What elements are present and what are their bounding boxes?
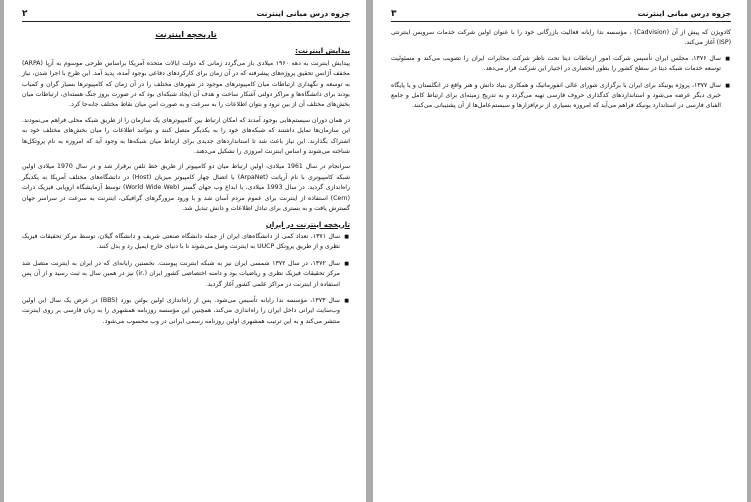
document-page-3 — [373, 0, 747, 502]
paragraph: کادویژن که پیش از آن (Cadvision) ، مؤسسه ندا رایانه فعالیت بازرگانی خود را با عنوان اولین شرکت خدمات سرویس اینترنتی (ISP) آغاز می‌کند. — [391, 29, 732, 47]
paragraph: در همان دوران سیستم‌هایی بوجود آمدند که امکان ارتباط بین کامپیوترهای یک سازمان را از طریق شبکه محلی فراهم می‌نمودند. این سازمان‌ها تمایل داشتند که شبکه‌های خود را به یکدیگر متصل کنند و بتوانند اطلاعات را میان بخش‌های مختلف خود به اشتراک بگذارند. این نیاز باعث شد تا استانداردهای جدیدی برای ارتباط میان شبکه‌ها به وجود آید که امروزه به نام پروتکل‌ها شناخته می‌شوند و اساس اینترنت امروزی را تشکیل می‌دهند. — [22, 116, 350, 156]
bullet-list — [391, 54, 731, 112]
section-heading-origin: پیدایش اینترنت: — [295, 47, 350, 56]
header-title: جزوه درس مبانی اینترنت — [637, 9, 731, 18]
main-title: تاریخچه اینترنت — [155, 30, 217, 39]
document-page-2 — [4, 0, 366, 502]
paragraph: پیدایش اینترنت به دهه ۱۹۶۰ میلادی باز می‌گردد زمانی که دولت ایالات متحده آمریکا براساس طرحی موسوم به آرپا (ARPA) مخفف آژانس تحقیق پروژه‌های پیشرفته که در آن زمان برای کارکردهای دفاعی بوجود آمده، پدید آمد. این طرح با اجرا شدن، نیاز به توسعه و نگهداری ارتباطات میان کامپیوترهای موجود در شهرهای مختلف را در آن زمان که کامپیوترها بسیار گران و کمیاب بودند برای دانشگاه‌ها و مراکز دولتی آشکار ساخت و هدف آن ایجاد شبکه‌ای بود که در صورت بروز جنگ هسته‌ای، ارتباطات میان بخش‌های مختلف آن از بین نرود و بتوان اطلاعات را به سرعت و به صورت امن میان نقاط مختلف جابه‌جا کرد. — [22, 59, 350, 109]
list-item: ■ سال ۱۳۷۷، پروژه یونیکد برای ایران با برگزاری شورای عالی انفورماتیک و همکاری بنیاد دانش و هنر واقع در انگلستان و یا پایگاه خبری دیگر عرضه می‌شود و استانداردهای کدگذاری حروف فارسی تهیه می‌گردد و به تدریج زمینه‌ای برای ارتباط کامل و جامع الفبای فارسی در استاندارد یونیکد فراهم می‌آید که امروزه بسیاری از نرم‌افزارها و سیستم‌عامل‌ها از آن پشتیبانی می‌کنند. — [391, 81, 721, 112]
page-number: ۲ — [22, 9, 28, 19]
bullet-list — [22, 232, 350, 327]
list-item: ■ سال ۱۳۷۳، مؤسسه ندا رایانه تأسیس می‌شود. پس از راه‌اندازی اولین بولتن بورد (BBS) در عرض یک سال این اولین وب‌سایت ایرانی داخل ایران را راه‌اندازی می‌کند، همچنین این مؤسسه روزنامه همشهری را به زبان فارسی بر روی اینترنت منتشر می‌کند و به این ترتیب همشهری اولین روزنامه رسمی ایرانی در وب محسوب می‌شود. — [22, 296, 340, 327]
page-header — [391, 9, 731, 22]
section-heading-iran: تاریخچه اینترنت در ایران — [265, 220, 350, 229]
paragraph: سرانجام در سال 1961 میلادی، اولین ارتباط میان دو کامپیوتر از طریق خط تلفن برقرار شد و در سال 1970 میلادی اولین شبکه کامپیوتری با نام آرپانت (ArpaNet) با اتصال چهار کامپیوتر میزبان (Host) در دانشگاه‌های مختلف آمریکا به یکدیگر راه‌اندازی گردید. در سال 1993 میلادی، با ابداع وب جهان گستر (World Wide Web) توسط آزمایشگاه اروپایی فیزیک ذرات (Cern) استفاده از اینترنت برای عموم مردم آسان شد و با ورود مرورگرهای گرافیکی، اینترنت به سرعت در سراسر جهان گسترش یافت و به بستری برای تبادل اطلاعات و دانش تبدیل شد. — [22, 163, 351, 213]
page-number: ۳ — [391, 9, 397, 19]
page-header — [22, 9, 350, 22]
list-item: ■ سال ۱۳۷۶، مجلس ایران تأسیس شرکت امور ارتباطات دیتا تحت ناظر شرکت مخابرات ایران را تصویب می‌کند و مسئولیت توسعه خدمات شبکه دیتا در سطح کشور را بطور انحصاری در اختیار این شرکت قرار می‌دهد. — [391, 54, 721, 75]
header-title: جزوه درس مبانی اینترنت — [256, 9, 350, 18]
list-item: ■ سال ۱۳۷۱، تعداد کمی از دانشگاه‌های ایران از جمله دانشگاه صنعتی شریف و دانشگاه گیلان، توسط مرکز تحقیقات فیزیک نظری و از طریق پروتکل UUCP به اینترنت وصل می‌شوند تا با دنیای خارج ایمیل رد و بدل کنند. — [22, 232, 340, 253]
list-item: ■ سال ۱۳۷۲، در سال ۱۳۷۲ شمسی ایران نیز به شبکه اینترنت پیوست. نخستین رایانه‌ای که در ایران به اینترنت متصل شد مرکز تحقیقات فیزیک نظری و ریاضیات بود و دامنه اختصاصی کشور ایران (.ir) نیز در همین سال به ثبت رسید و از آن پس استفاده از اینترنت در مراکز علمی کشور آغاز گردید. — [22, 259, 340, 290]
